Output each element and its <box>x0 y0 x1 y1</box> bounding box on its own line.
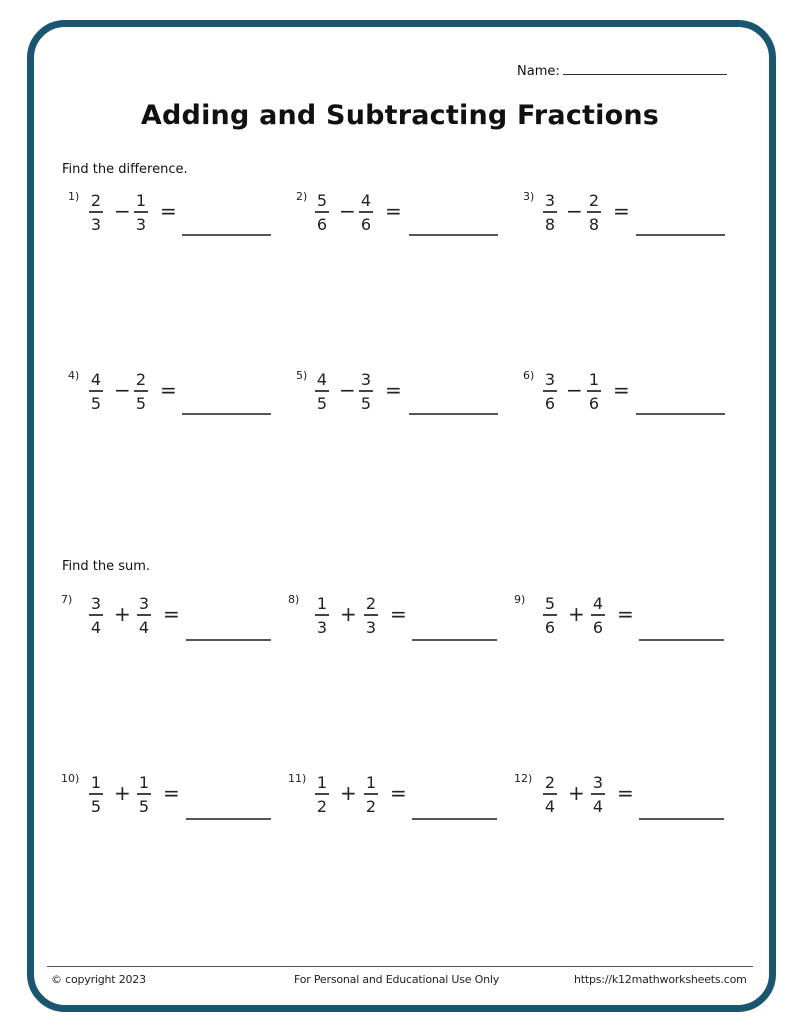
problem-number: 8) <box>288 593 300 606</box>
footer-divider <box>47 966 753 967</box>
numerator: 3 <box>90 594 102 613</box>
fraction-bar <box>315 614 329 616</box>
numerator: 1 <box>316 594 328 613</box>
problem-number: 11) <box>288 772 307 785</box>
answer-blank[interactable] <box>182 234 271 236</box>
numerator: 2 <box>544 773 556 792</box>
operator: − <box>566 199 583 223</box>
numerator: 1 <box>135 191 147 210</box>
numerator: 2 <box>135 370 147 389</box>
fraction-bar <box>364 614 378 616</box>
problem-number: 5) <box>296 369 308 382</box>
denominator: 5 <box>360 393 372 413</box>
fraction-bar <box>89 211 103 213</box>
fraction-b <box>591 774 605 816</box>
fraction-bar <box>587 390 601 392</box>
fraction-a <box>315 371 329 413</box>
problem-number: 7) <box>61 593 73 606</box>
fraction-bar <box>359 211 373 213</box>
problem-9 <box>514 593 729 643</box>
fraction-b <box>587 192 601 234</box>
denominator: 4 <box>138 617 150 637</box>
numerator: 3 <box>544 191 556 210</box>
name-field-row <box>517 62 727 79</box>
fraction-bar <box>591 793 605 795</box>
denominator: 8 <box>588 214 600 234</box>
numerator: 1 <box>138 773 150 792</box>
problem-3 <box>523 190 733 240</box>
numerator: 4 <box>592 594 604 613</box>
fraction-a <box>89 595 103 637</box>
fraction-a <box>89 371 103 413</box>
fraction-b <box>359 192 373 234</box>
problem-2 <box>296 190 506 240</box>
problem-number: 6) <box>523 369 535 382</box>
numerator: 4 <box>360 191 372 210</box>
denominator: 6 <box>544 393 556 413</box>
footer-copyright: © copyright 2023 <box>51 973 146 986</box>
denominator: 4 <box>544 796 556 816</box>
fraction-a <box>315 774 329 816</box>
fraction-b <box>137 595 151 637</box>
operator: − <box>114 199 131 223</box>
fraction-a <box>543 774 557 816</box>
answer-blank[interactable] <box>639 818 724 820</box>
problem-7 <box>61 593 276 643</box>
problem-number: 12) <box>514 772 533 785</box>
answer-blank[interactable] <box>639 639 724 641</box>
fraction-bar <box>543 614 557 616</box>
denominator: 5 <box>138 796 150 816</box>
denominator: 6 <box>360 214 372 234</box>
operator: + <box>114 781 131 805</box>
denominator: 8 <box>544 214 556 234</box>
fraction-b <box>134 192 148 234</box>
fraction-a <box>89 774 103 816</box>
numerator: 1 <box>588 370 600 389</box>
fraction-bar <box>591 614 605 616</box>
name-input-line[interactable] <box>563 62 727 75</box>
answer-blank[interactable] <box>186 639 271 641</box>
instruction-sum: Find the sum. <box>62 559 151 574</box>
fraction-bar <box>543 390 557 392</box>
footer-usage-note: For Personal and Educational Use Only <box>294 973 500 986</box>
denominator: 5 <box>135 393 147 413</box>
equals-sign: = <box>613 378 630 402</box>
denominator: 6 <box>544 617 556 637</box>
operator: + <box>568 602 585 626</box>
answer-blank[interactable] <box>182 413 271 415</box>
answer-blank[interactable] <box>636 413 725 415</box>
answer-blank[interactable] <box>412 818 497 820</box>
fraction-bar <box>89 793 103 795</box>
numerator: 1 <box>316 773 328 792</box>
denominator: 4 <box>592 796 604 816</box>
problem-number: 1) <box>68 190 80 203</box>
operator: + <box>114 602 131 626</box>
fraction-bar <box>89 390 103 392</box>
fraction-bar <box>134 211 148 213</box>
denominator: 6 <box>592 617 604 637</box>
fraction-b <box>137 774 151 816</box>
denominator: 2 <box>316 796 328 816</box>
equals-sign: = <box>617 781 634 805</box>
equals-sign: = <box>390 781 407 805</box>
problem-number: 9) <box>514 593 526 606</box>
fraction-b <box>591 595 605 637</box>
problem-number: 2) <box>296 190 308 203</box>
denominator: 5 <box>316 393 328 413</box>
fraction-bar <box>315 390 329 392</box>
denominator: 6 <box>316 214 328 234</box>
problem-5 <box>296 369 506 419</box>
problem-number: 3) <box>523 190 535 203</box>
fraction-b <box>359 371 373 413</box>
worksheet-title: Adding and Subtracting Fractions <box>140 100 660 131</box>
answer-blank[interactable] <box>409 413 498 415</box>
instruction-difference: Find the difference. <box>62 162 188 177</box>
answer-blank[interactable] <box>409 234 498 236</box>
denominator: 5 <box>90 796 102 816</box>
numerator: 3 <box>360 370 372 389</box>
name-label: Name: <box>517 64 560 79</box>
fraction-bar <box>137 614 151 616</box>
operator: − <box>339 199 356 223</box>
problem-12 <box>514 772 729 822</box>
problem-6 <box>523 369 733 419</box>
fraction-bar <box>364 793 378 795</box>
operator: − <box>339 378 356 402</box>
problem-8 <box>288 593 503 643</box>
fraction-b <box>134 371 148 413</box>
problem-4 <box>68 369 278 419</box>
fraction-a <box>315 192 329 234</box>
fraction-a <box>89 192 103 234</box>
numerator: 3 <box>138 594 150 613</box>
problem-number: 10) <box>61 772 80 785</box>
equals-sign: = <box>385 378 402 402</box>
fraction-bar <box>89 614 103 616</box>
operator: + <box>340 781 357 805</box>
fraction-b <box>364 774 378 816</box>
numerator: 2 <box>90 191 102 210</box>
numerator: 2 <box>365 594 377 613</box>
denominator: 3 <box>316 617 328 637</box>
numerator: 4 <box>316 370 328 389</box>
equals-sign: = <box>163 602 180 626</box>
footer-url[interactable]: https://k12mathworksheets.com <box>574 973 747 986</box>
numerator: 1 <box>90 773 102 792</box>
problem-1 <box>68 190 278 240</box>
fraction-bar <box>315 793 329 795</box>
equals-sign: = <box>390 602 407 626</box>
numerator: 5 <box>544 594 556 613</box>
fraction-bar <box>315 211 329 213</box>
fraction-a <box>543 371 557 413</box>
operator: + <box>568 781 585 805</box>
fraction-bar <box>359 390 373 392</box>
equals-sign: = <box>613 199 630 223</box>
fraction-b <box>364 595 378 637</box>
numerator: 2 <box>588 191 600 210</box>
operator: − <box>114 378 131 402</box>
equals-sign: = <box>163 781 180 805</box>
numerator: 1 <box>365 773 377 792</box>
equals-sign: = <box>160 378 177 402</box>
answer-blank[interactable] <box>186 818 271 820</box>
fraction-b <box>587 371 601 413</box>
fraction-bar <box>137 793 151 795</box>
equals-sign: = <box>385 199 402 223</box>
answer-blank[interactable] <box>412 639 497 641</box>
fraction-a <box>315 595 329 637</box>
fraction-bar <box>543 793 557 795</box>
equals-sign: = <box>160 199 177 223</box>
problem-11 <box>288 772 503 822</box>
problem-number: 4) <box>68 369 80 382</box>
numerator: 5 <box>316 191 328 210</box>
fraction-a <box>543 192 557 234</box>
denominator: 3 <box>90 214 102 234</box>
fraction-bar <box>134 390 148 392</box>
numerator: 3 <box>592 773 604 792</box>
fraction-bar <box>587 211 601 213</box>
numerator: 4 <box>90 370 102 389</box>
denominator: 6 <box>588 393 600 413</box>
fraction-bar <box>543 211 557 213</box>
denominator: 4 <box>90 617 102 637</box>
operator: − <box>566 378 583 402</box>
numerator: 3 <box>544 370 556 389</box>
denominator: 5 <box>90 393 102 413</box>
denominator: 3 <box>365 617 377 637</box>
answer-blank[interactable] <box>636 234 725 236</box>
denominator: 3 <box>135 214 147 234</box>
problem-10 <box>61 772 276 822</box>
fraction-a <box>543 595 557 637</box>
equals-sign: = <box>617 602 634 626</box>
operator: + <box>340 602 357 626</box>
denominator: 2 <box>365 796 377 816</box>
